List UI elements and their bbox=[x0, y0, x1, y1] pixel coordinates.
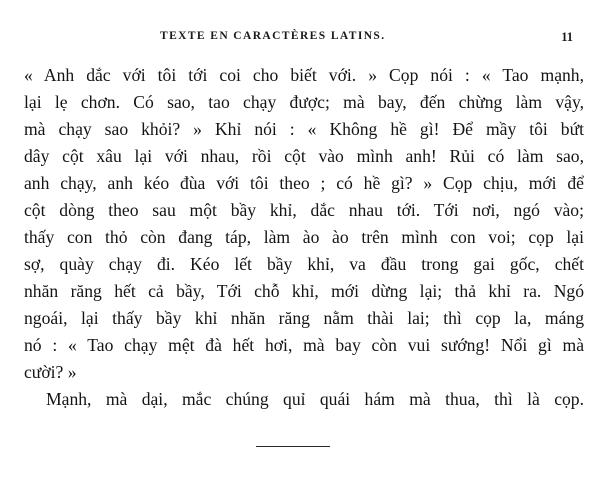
text-line: thấy con thỏ còn đang táp, làm ào ào trên mình con voi; cọp lại bbox=[24, 227, 584, 247]
page-number: 11 bbox=[561, 30, 573, 44]
text-line: mà chạy sao khỏi? » Khỉ nói : « Không hề gì! Để mầy tôi bứt bbox=[24, 119, 584, 139]
text-line: anh chạy, anh kéo đùa với tôi theo ; có hề gì? » Cọp chịu, mới để bbox=[24, 173, 584, 193]
paragraph-1 bbox=[24, 62, 584, 386]
paragraph-2 bbox=[24, 386, 584, 413]
text-line: « Anh dắc với tôi tới coi cho biết với. » Cọp nói : « Tao mạnh, bbox=[24, 65, 584, 85]
text-line: cột dòng theo sau một bầy khỉ, dắc nhau tới. Tới nơi, ngó vào; bbox=[24, 200, 584, 220]
text-line: lại lẹ chơn. Có sao, tao chạy được; mà bay, đến chừng làm vậy, bbox=[24, 92, 584, 112]
text-line: nhăn răng hết cả bầy, Tới chỗ khỉ, mới dừng lại; thả khỉ ra. Ngó bbox=[24, 281, 584, 301]
text-line: nó : « Tao chạy mệt đà hết hơi, mà bay còn vui sướng! Nổi gì mà bbox=[24, 335, 584, 355]
text-line: Mạnh, mà dại, mắc chúng quỉ quái hám mà thua, thì là cọp. bbox=[46, 389, 584, 409]
end-rule bbox=[256, 446, 330, 447]
text-line: cười? » bbox=[24, 362, 77, 382]
text-line: sợ, quày chạy đi. Kéo lết bầy khỉ, va đầu trong gai gốc, chết bbox=[24, 254, 584, 274]
text-line: ngoái, lại thấy bầy khỉ nhăn răng nằm thài lai; thì cọp la, máng bbox=[24, 308, 584, 328]
body-text bbox=[24, 62, 584, 413]
text-line: dây cột xâu lại với nhau, rồi cột vào mình anh! Rủi có làm sao, bbox=[24, 146, 584, 166]
running-head: TEXTE EN CARACTÈRES LATINS. bbox=[160, 30, 386, 42]
